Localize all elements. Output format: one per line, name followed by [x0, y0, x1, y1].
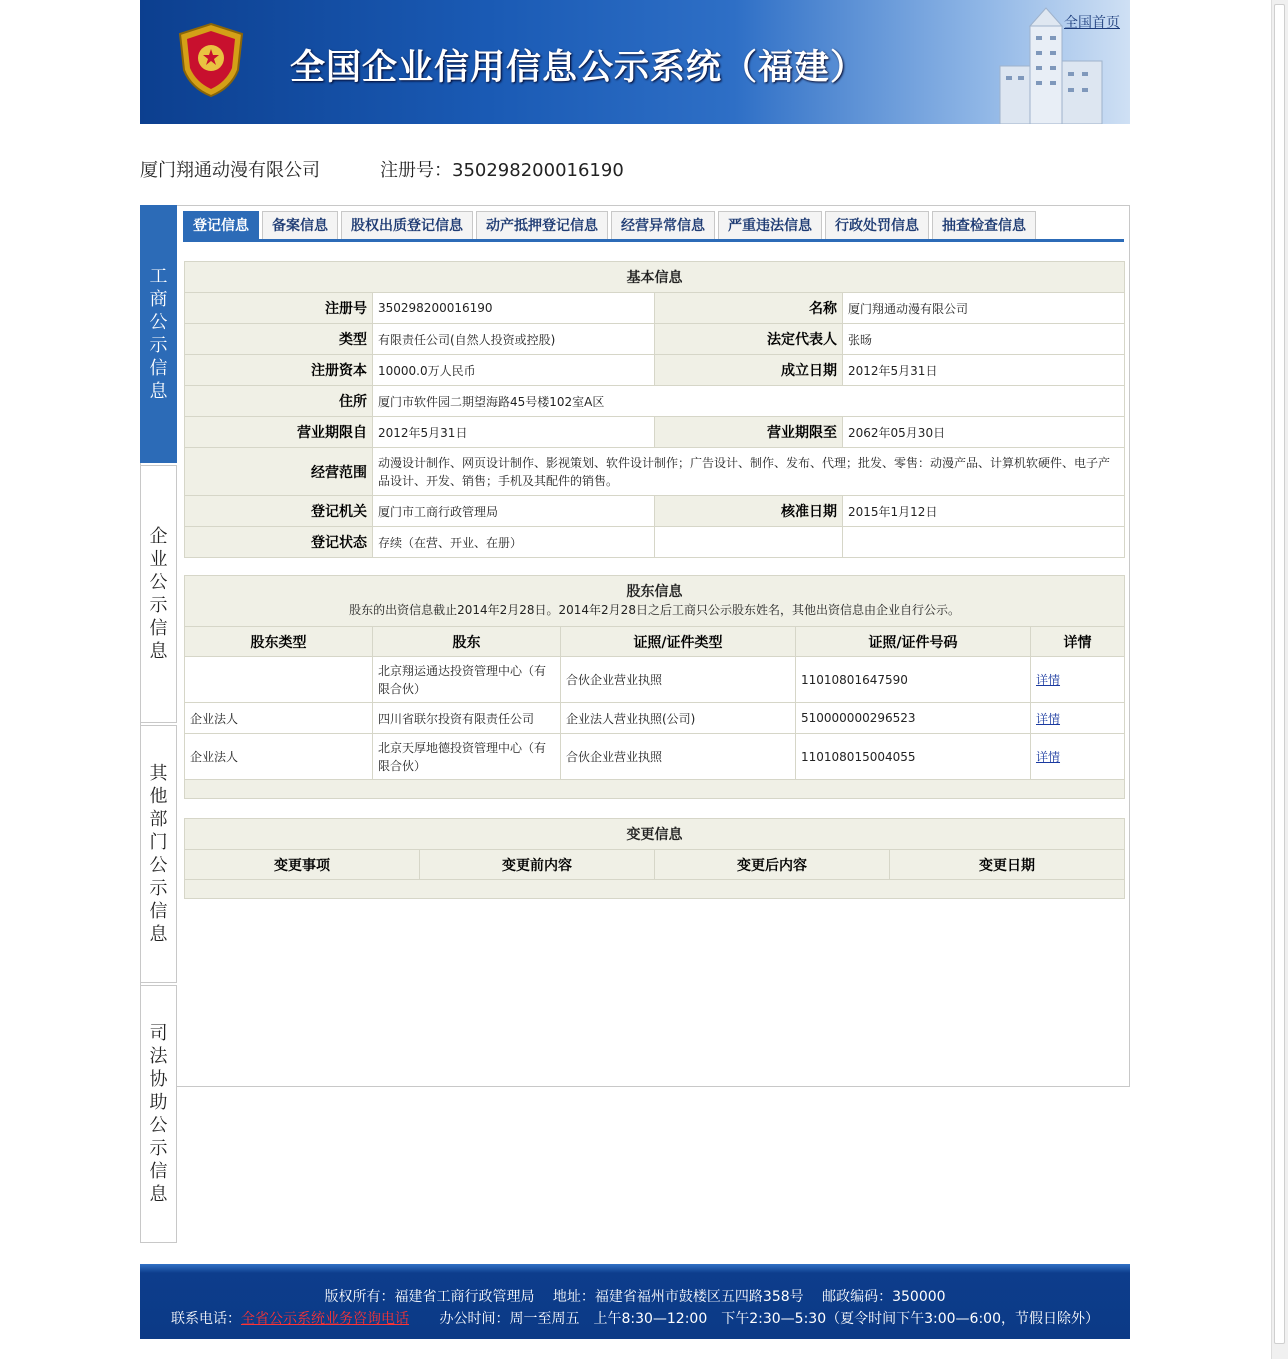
tab-serious-violation[interactable]: 严重违法信息: [718, 211, 822, 239]
column-header: 股东类型: [185, 627, 373, 657]
field-label: 营业期限自: [185, 417, 373, 448]
side-tab-other-departments[interactable]: [140, 725, 177, 983]
side-tab-label: 其他部门公示信息: [149, 763, 168, 945]
field-value-status: 存续（在营、开业、在册）: [373, 527, 655, 558]
table-row: [185, 703, 1125, 734]
side-tab-enterprise[interactable]: [140, 465, 177, 723]
detail-link[interactable]: 详情: [1036, 750, 1061, 764]
field-value-reg-no: 350298200016190: [373, 293, 655, 324]
field-label: 住所: [185, 386, 373, 417]
field-label: 名称: [655, 293, 843, 324]
field-value-name: 厦门翔通动漫有限公司: [843, 293, 1125, 324]
table-row: [185, 734, 1125, 780]
reg-number: 350298200016190: [452, 160, 624, 181]
field-value-business-scope: 动漫设计制作、网页设计制作、影视策划、软件设计制作；广告设计、制作、发布、代理；批发、零售：动漫产品、计算机软硬件、电子产品设计、开发、销售；手机及其配件的销售。: [373, 448, 1125, 496]
table-footer: [185, 780, 1125, 799]
shareholder-note: 股东的出资信息截止2014年2月28日。2014年2月28日之后工商只公示股东姓名，其他出资信息由企业自行公示。: [349, 603, 960, 617]
side-tab-judicial[interactable]: [140, 985, 177, 1243]
empty-cell: [655, 527, 843, 558]
footer-postcode: 邮政编码：350000: [822, 1289, 946, 1305]
field-value-authority: 厦门市工商行政管理局: [373, 496, 655, 527]
cert-type: 合伙企业营业执照: [561, 734, 796, 780]
company-name: 厦门翔通动漫有限公司: [140, 160, 320, 181]
field-value-approve-date: 2015年1月12日: [843, 496, 1125, 527]
cert-number: 110108016475​90: [796, 657, 1031, 703]
field-label: 经营范围: [185, 448, 373, 496]
column-header: 股东: [373, 627, 561, 657]
shareholder-name: 北京翔运通达投资管理中心（有限合伙）: [373, 657, 561, 703]
side-tab-label: 司法协助公示信息: [149, 1023, 168, 1205]
shareholder-type: 企业法人: [185, 703, 373, 734]
tab-filing[interactable]: 备案信息: [262, 211, 338, 239]
shareholder-type: [185, 657, 373, 703]
info-tabs: [183, 211, 1036, 239]
basic-info-title: 基本信息: [185, 262, 1125, 293]
home-link[interactable]: 全国首页: [1064, 15, 1120, 31]
company-heading: [140, 156, 624, 182]
column-header: 变更前内容: [420, 850, 655, 880]
column-header: 变更后内容: [655, 850, 890, 880]
detail-link[interactable]: 详情: [1036, 711, 1061, 726]
field-value-address: 厦门市软件园二期望海路45号楼102室A区: [373, 386, 1125, 417]
field-label: 成立日期: [655, 355, 843, 386]
header-banner: [140, 0, 1130, 124]
field-label: 类型: [185, 324, 373, 355]
tab-spot-check[interactable]: 抽查检查信息: [932, 211, 1036, 239]
column-header: 变更日期: [890, 850, 1125, 880]
field-label: 营业期限至: [655, 417, 843, 448]
tab-chattel-mortgage[interactable]: 动产抵押登记信息: [476, 211, 608, 239]
field-value-capital: 10000.0万人民币: [373, 355, 655, 386]
shareholder-header: [185, 576, 1125, 627]
tab-registration[interactable]: 登记信息: [183, 211, 259, 239]
basic-info-table: [184, 261, 1125, 558]
change-table: [184, 818, 1125, 899]
footer-contact-label: 联系电话：: [171, 1311, 241, 1327]
shareholder-name: 北京天厚地德投资管理中心（有限合伙）: [373, 734, 561, 780]
field-value-term-from: 2012年5月31日: [373, 417, 655, 448]
table-footer: [185, 880, 1125, 899]
tab-underline: [183, 239, 1124, 242]
column-header: 变更事项: [185, 850, 420, 880]
field-label: 注册号: [185, 293, 373, 324]
field-value-type: 有限责任公司(自然人投资或控股): [373, 324, 655, 355]
footer-hotline-link[interactable]: 全省公示系统业务咨询电话: [241, 1311, 409, 1327]
empty-cell: [843, 527, 1125, 558]
column-header: 证照/证件号码: [796, 627, 1031, 657]
column-header: 证照/证件类型: [561, 627, 796, 657]
tab-abnormal-operation[interactable]: 经营异常信息: [611, 211, 715, 239]
column-header: 详情: [1031, 627, 1125, 657]
field-label: 登记状态: [185, 527, 373, 558]
national-emblem-icon: [176, 22, 246, 98]
site-title: 全国企业信用信息公示系统（福建）: [290, 48, 867, 88]
field-value-term-to: 2062年05月30日: [843, 417, 1125, 448]
side-tab-label: 企业公示信息: [149, 526, 168, 662]
shareholder-table: [184, 575, 1125, 799]
cert-number: 510000000296523: [796, 703, 1031, 734]
shareholder-name: 四川省联尔投资有限责任公司: [373, 703, 561, 734]
scrollbar-thumb[interactable]: [1274, 4, 1285, 1344]
side-tab-label: 工商公示信息: [149, 266, 168, 402]
cert-type: 合伙企业营业执照: [561, 657, 796, 703]
page-footer: [140, 1264, 1130, 1339]
table-row: [185, 657, 1125, 703]
field-label: 法定代表人: [655, 324, 843, 355]
shareholder-title: 股东信息: [626, 584, 683, 600]
change-title: 变更信息: [185, 819, 1125, 850]
side-tab-business[interactable]: [140, 205, 177, 463]
reg-label: 注册号：: [380, 160, 452, 181]
field-label: 登记机关: [185, 496, 373, 527]
tab-equity-pledge[interactable]: 股权出质登记信息: [341, 211, 473, 239]
cert-number: 110108015004055: [796, 734, 1031, 780]
tab-administrative-penalty[interactable]: 行政处罚信息: [825, 211, 929, 239]
cert-type: 企业法人营业执照(公司): [561, 703, 796, 734]
field-label: 注册资本: [185, 355, 373, 386]
footer-copyright: 版权所有：福建省工商行政管理局: [324, 1289, 535, 1305]
footer-address: 地址：福建省福州市鼓楼区五四路358号: [552, 1289, 804, 1305]
detail-link[interactable]: 详情: [1036, 673, 1061, 687]
field-label: 核准日期: [655, 496, 843, 527]
field-value-found-date: 2012年5月31日: [843, 355, 1125, 386]
field-value-legal-rep: 张旸: [843, 324, 1125, 355]
page-scrollbar[interactable]: [1271, 0, 1288, 1359]
shareholder-type: 企业法人: [185, 734, 373, 780]
footer-office-hours: 办公时间：周一至周五 上午8:30—12:00 下午2:30—5:30（夏令时间下午3:00—6:00，节假日除外）: [439, 1311, 1099, 1327]
